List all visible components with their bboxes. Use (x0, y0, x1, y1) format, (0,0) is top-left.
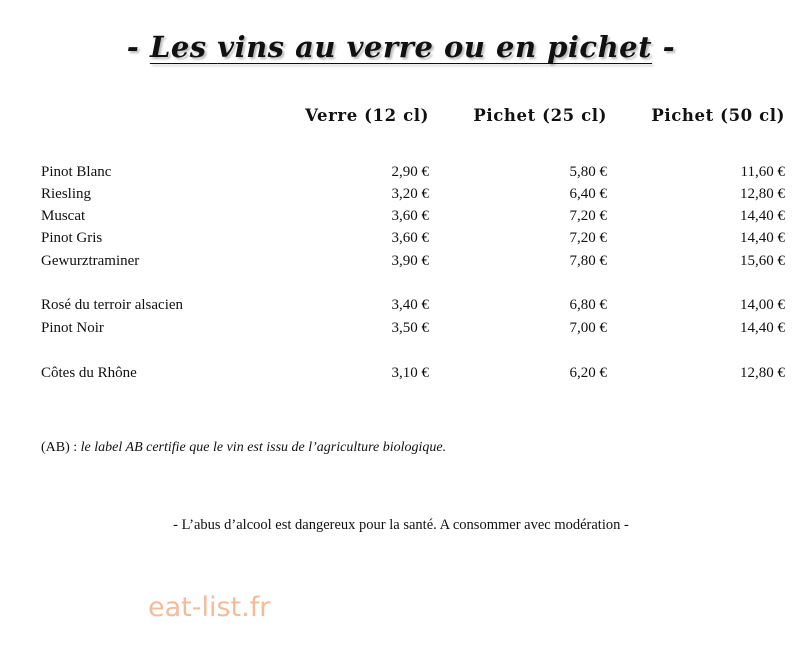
wine-row (0, 253, 802, 275)
menu-title (0, 30, 802, 64)
wine-name: Pinot Noir (41, 320, 104, 336)
wine-row (0, 365, 802, 387)
column-header-pichet-50: Pichet (50 cl) (651, 106, 785, 125)
wine-row (0, 186, 802, 208)
price-verre: 3,20 € (391, 186, 429, 202)
price-pichet-50: 11,60 € (740, 164, 785, 180)
wine-row (0, 230, 802, 252)
price-pichet-50: 15,60 € (740, 253, 785, 269)
price-pichet-25: 6,80 € (569, 297, 607, 313)
price-verre: 3,10 € (391, 365, 429, 381)
wine-row (0, 208, 802, 230)
price-pichet-25: 7,80 € (569, 253, 607, 269)
note-text: le label AB certifie que le vin est issu de l’agriculture biologique. (80, 440, 447, 455)
wine-row (0, 164, 802, 186)
price-pichet-25: 7,20 € (569, 230, 607, 246)
price-verre: 3,50 € (391, 320, 429, 336)
note-label: (AB) : (41, 440, 78, 455)
price-pichet-50: 14,40 € (740, 320, 785, 336)
price-pichet-50: 12,80 € (740, 186, 785, 202)
wine-name: Pinot Gris (41, 230, 103, 246)
price-pichet-25: 6,20 € (569, 365, 607, 381)
price-pichet-50: 14,00 € (740, 297, 785, 313)
price-verre: 3,60 € (391, 230, 429, 246)
price-pichet-50: 12,80 € (740, 365, 785, 381)
alcohol-warning: - L’abus d’alcool est dangereux pour la santé. A consommer avec modération - (173, 517, 629, 533)
title-script-word: Les vins au verre ou en pichet (149, 30, 653, 64)
organic-label-note (41, 440, 446, 456)
column-header-verre: Verre (12 cl) (305, 106, 429, 125)
price-verre: 3,90 € (391, 253, 429, 269)
wine-name: Muscat (41, 208, 86, 224)
wine-row (0, 320, 802, 342)
price-pichet-50: 14,40 € (740, 208, 785, 224)
wine-name: Gewurztraminer (41, 253, 140, 269)
wine-name: Pinot Blanc (41, 164, 112, 180)
title-dash-right: - (662, 30, 676, 64)
price-pichet-25: 7,20 € (569, 208, 607, 224)
wine-name: Côtes du Rhône (41, 365, 137, 381)
price-verre: 3,40 € (391, 297, 429, 313)
price-pichet-25: 7,00 € (569, 320, 607, 336)
price-pichet-25: 6,40 € (569, 186, 607, 202)
price-verre: 3,60 € (391, 208, 429, 224)
wine-name: Rosé du terroir alsacien (41, 297, 184, 313)
title-dash-left: - (126, 30, 140, 64)
column-header-pichet-25: Pichet (25 cl) (473, 106, 607, 125)
site-watermark: eat-list.fr (148, 592, 271, 623)
price-pichet-25: 5,80 € (569, 164, 607, 180)
wine-row (0, 297, 802, 319)
price-verre: 2,90 € (391, 164, 429, 180)
wine-name: Riesling (41, 186, 92, 202)
price-pichet-50: 14,40 € (740, 230, 785, 246)
